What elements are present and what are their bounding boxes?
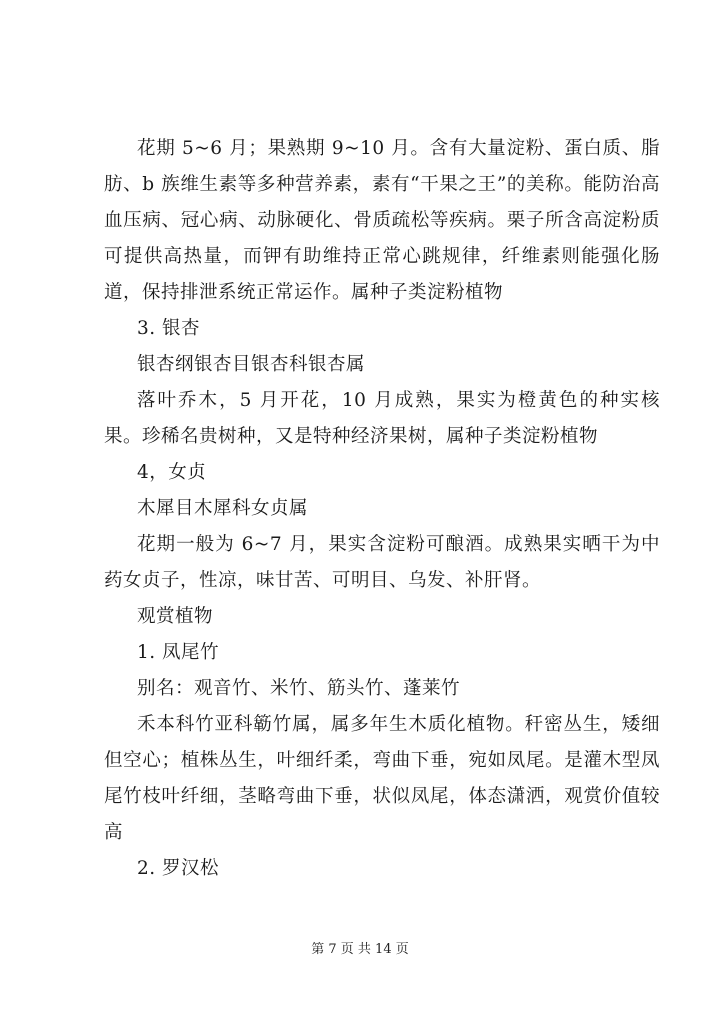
heading-privet: 4，女贞 (137, 462, 207, 483)
paragraph-phoenix-bamboo-aliases: 别名：观音竹、米竹、筋头竹、蓬莱竹 (137, 678, 461, 699)
heading-ginkgo: 3. 银杏 (137, 318, 201, 339)
paragraph-phoenix-bamboo-description: 禾本科竹亚科簕竹属，属多年生木质化植物。秆密丛生，矮细但空心；植株丛生，叶细纤柔，弯曲下垂，宛如凤尾。是灌木型凤尾竹枝叶纤细，茎略弯曲下垂，状似凤尾，体态潇洒，观赏价值较高 (104, 714, 660, 843)
page-number-footer: 第 7 页 共 14 页 (311, 942, 409, 957)
paragraph-privet-taxonomy: 木犀目木犀科女贞属 (137, 498, 309, 519)
paragraph-ginkgo-taxonomy: 银杏纲银杏目银杏科银杏属 (137, 354, 366, 375)
heading-podocarpus: 2. 罗汉松 (137, 858, 220, 879)
paragraph-chestnut-description: 花期 5~6 月；果熟期 9~10 月。含有大量淀粉、蛋白质、脂肪、b 族维生素等多种营养素，素有“干果之王”的美称。能防治高血压病、冠心病、动脉硬化、骨质疏松等疾病。栗子所含高淀粉质可提供高热量，而钾有助维持正常心跳规律，纤维素则能强化肠道，保持排泄系统正常运作。属种子类淀粉植物 (104, 138, 660, 303)
body-text (104, 131, 660, 887)
paragraph-privet-description: 花期一般为 6~7 月，果实含淀粉可酿酒。成熟果实晒干为中药女贞子，性凉，味甘苦、可明目、乌发、补肝肾。 (104, 534, 660, 591)
paragraph-ginkgo-description: 落叶乔木，5 月开花，10 月成熟，果实为橙黄色的种实核果。珍稀名贵树种，又是特种经济果树，属种子类淀粉植物 (104, 390, 660, 447)
heading-phoenix-bamboo: 1. 凤尾竹 (137, 642, 220, 663)
section-heading-ornamental-plants: 观赏植物 (137, 606, 214, 627)
